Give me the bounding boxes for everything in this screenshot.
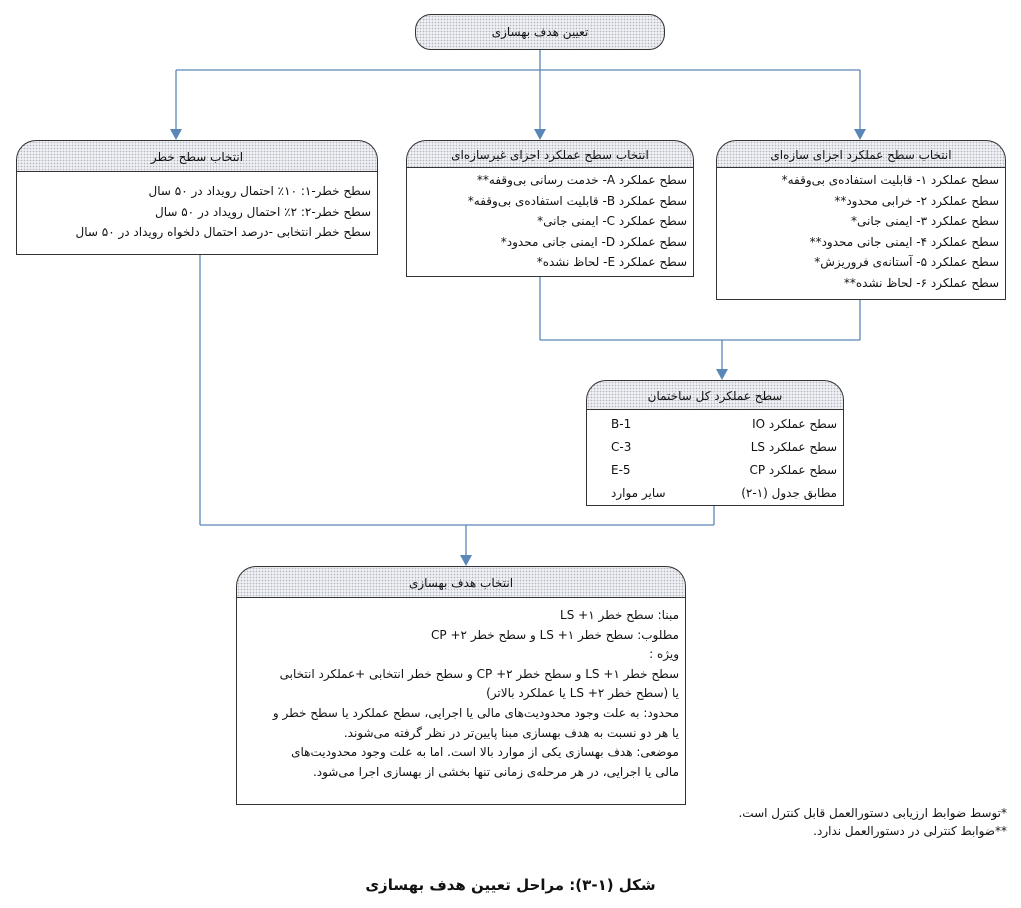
target-line: سطح خطر ۱+ LS و سطح خطر ۲+ CP و سطح خطر انتخابی +عملکرد انتخابی [279,666,679,681]
nonstructural-line: سطح عملکرد B- قابلیت استفاده‌ی بی‌وقفه* [467,193,687,208]
building-row [587,459,843,482]
hazard-body [16,171,378,255]
target-line: محدود: به علت وجود محدودیت‌های مالی یا اجرایی، سطح عملکرد یا سطح خطر و [272,705,679,720]
arrowhead-structural [854,129,866,140]
structural-line: سطح عملکرد ۲- خرابی محدود** [834,193,999,208]
building-row-value: C-3 [611,440,632,454]
building-row-value: سایر موارد [611,486,666,500]
target-line: یا (سطح خطر ۲+ LS یا عملکرد بالاتر) [486,686,679,701]
building-row-label: مطابق جدول (۱-۲) [741,486,837,500]
building-row-label: سطح عملکرد LS [750,440,837,454]
target-line: موضعی: هدف بهسازی یکی از موارد بالا است. اما به علت وجود محدودیت‌های [291,745,679,760]
target-body [236,597,686,805]
building-row [587,413,843,436]
hazard-line: سطح خطر انتخابی -درصد احتمال دلخواه رویداد در ۵۰ سال [75,225,371,239]
hazard-header: انتخاب سطح خطر [16,140,378,172]
target-line: مبنا: سطح خطر ۱+ LS [560,608,679,622]
target-line: مالی یا اجرایی، در هر مرحله‌ی زمانی تنها بخشی از بهسازی اجرا می‌شود. [312,764,679,779]
footnote: **ضوابط کنترلی در دستورالعمل ندارد. [813,824,1007,838]
target-line: ویژه : [649,647,679,662]
nonstructural-body [406,167,694,277]
structural-line: سطح عملکرد ۳- ایمنی جانی* [851,214,999,228]
building-body [586,409,844,506]
arrowhead-nonstructural [534,129,546,140]
nonstructural-line: سطح عملکرد E- لحاظ نشده* [536,255,687,269]
building-row-value: E-5 [611,463,631,477]
nonstructural-line: سطح عملکرد A- خدمت رسانی بی‌وقفه** [476,173,687,187]
building-header: سطح عملکرد کل ساختمان [586,380,844,410]
building-row-label: سطح عملکرد CP [749,463,837,477]
top-node-title: تعیین هدف بهسازی [415,14,665,50]
nonstructural-line: سطح عملکرد C- ایمنی جانی* [537,214,687,228]
target-header: انتخاب هدف بهسازی [236,566,686,598]
figure-caption: شکل (۱-۳): مراحل تعیین هدف بهسازی [365,876,656,894]
structural-line: سطح عملکرد ۴- ایمنی جانی محدود** [809,234,999,249]
arrowhead-building [716,369,728,380]
building-row [587,436,843,459]
structural-line: سطح عملکرد ۱- قابلیت استفاده‌ی بی‌وقفه* [781,173,999,187]
building-row-label: سطح عملکرد IO [752,417,837,431]
arrowhead-target [460,555,472,566]
structural-line: سطح عملکرد ۵- آستانه‌ی فروریزش* [814,255,999,269]
nonstructural-header: انتخاب سطح عملکرد اجزای غیرسازه‌ای [406,140,694,168]
hazard-line: سطح خطر-۲: ۲٪ احتمال رویداد در ۵۰ سال [154,204,371,219]
target-line: یا هر دو نسبت به هدف بهسازی مبنا پایین‌تر در نظر گرفته می‌شوند. [343,725,679,740]
building-row-value: B-1 [611,417,632,431]
footnote: *توسط ضوابط ارزیابی دستورالعمل قابل کنترل است. [738,806,1007,820]
building-row [587,482,843,505]
structural-line: سطح عملکرد ۶- لحاظ نشده** [843,275,999,290]
arrowhead-hazard [170,129,182,140]
nonstructural-line: سطح عملکرد D- ایمنی جانی محدود* [500,234,687,249]
hazard-line: سطح خطر-۱: ۱۰٪ احتمال رویداد در ۵۰ سال [148,184,371,198]
structural-body [716,167,1006,300]
target-line: مطلوب: سطح خطر ۱+ LS و سطح خطر ۲+ CP [431,627,679,642]
structural-header: انتخاب سطح عملکرد اجزای سازه‌ای [716,140,1006,168]
